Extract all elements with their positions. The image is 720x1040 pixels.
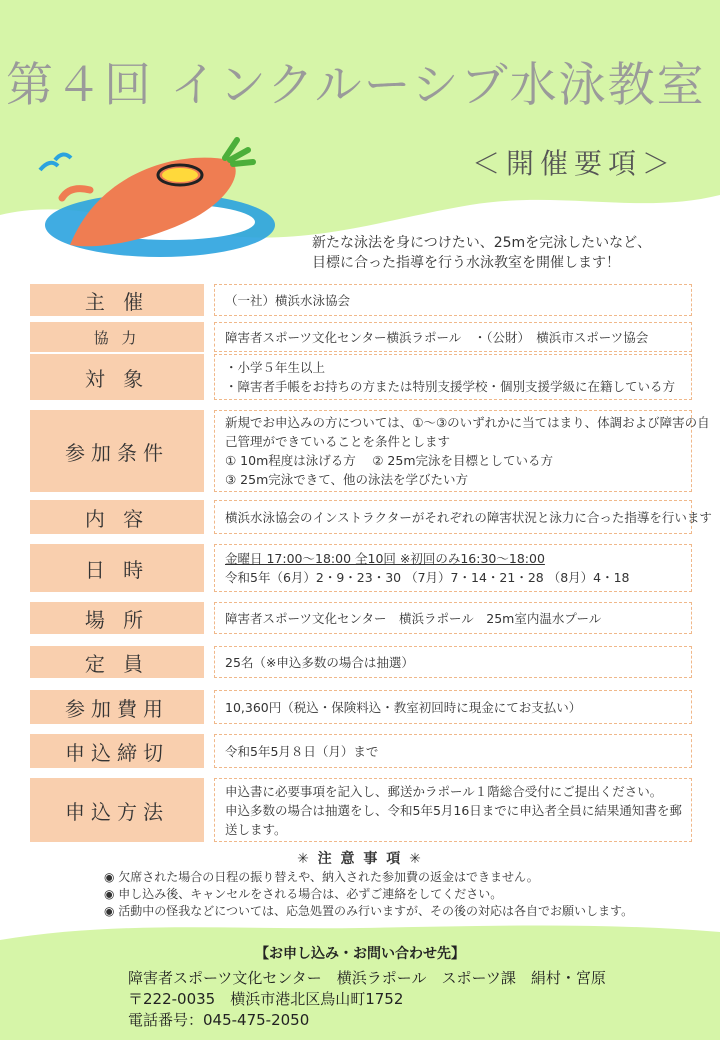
row-content	[30, 500, 712, 534]
row-label: 申込方法	[30, 778, 204, 842]
value-line: 令和5年5月８日（月）まで	[225, 743, 379, 759]
row-deadline	[30, 734, 692, 768]
row-value	[214, 734, 692, 768]
notice-item: ◉ 活動中の怪我などについては、応急処置のみ行いますが、その後の対応は各自でお願いします。	[104, 904, 634, 918]
row-label: 場 所	[30, 602, 204, 634]
contact-line: 障害者スポーツ文化センター 横浜ラポール スポーツ課 絹村・宮原	[128, 969, 606, 987]
notice-list	[104, 869, 633, 920]
value-line: 10,360円（税込・保険料込・教室初回時に現金にてお支払い）	[225, 699, 582, 715]
row-label: 参加条件	[30, 410, 204, 492]
row-value	[214, 322, 692, 352]
row-label: 定 員	[30, 646, 204, 678]
page-title: 第４回 インクルーシブ水泳教室	[6, 58, 706, 113]
value-line: ③ 25m完泳できて、他の泳法を学びたい方	[225, 472, 469, 487]
value-line: 新規でお申込みの方については、①～③のいずれかに当てはまり、体調および障害の自	[225, 415, 710, 430]
row-label: 申込締切	[30, 734, 204, 768]
value-line: ① 10m程度は泳げる方 ② 25m完泳を目標としている方	[225, 453, 553, 468]
row-label: 参加費用	[30, 690, 204, 724]
value-line: 障害者スポーツ文化センター 横浜ラポール 25m室内温水プール	[225, 610, 602, 626]
contact-heading: 【お申し込み・お問い合わせ先】	[255, 946, 465, 962]
row-value	[214, 690, 692, 724]
page-subtitle: ＜開催要項＞	[472, 147, 677, 180]
value-line: ・障害者手帳をお持ちの方または特別支援学校・個別支援学級に在籍している方	[225, 379, 676, 394]
intro-line: 新たな泳法を身につけたい、25mを完泳したいなど、	[312, 235, 652, 251]
row-target	[30, 354, 692, 400]
intro-text	[312, 233, 651, 273]
notice-item: ◉ 欠席された場合の日程の振り替えや、納入された参加費の返金はできません。	[104, 870, 539, 884]
notice-title: ✳ 注 意 事 項 ✳	[297, 851, 423, 867]
row-capacity	[30, 646, 692, 678]
value-line: 障害者スポーツ文化センター横浜ラポール ・（公財） 横浜市スポーツ協会	[225, 329, 649, 345]
row-label: 主 催	[30, 284, 204, 316]
contact-line: 〒222-0035 横浜市港北区鳥山町1752	[128, 990, 404, 1008]
row-value	[214, 500, 712, 534]
value-line: （一社）横浜水泳協会	[225, 292, 351, 308]
carrot-swimmer-illustration	[30, 130, 280, 270]
row-value	[214, 354, 692, 400]
row-value	[214, 778, 692, 842]
row-application	[30, 778, 692, 842]
row-label: 協 力	[30, 322, 204, 352]
value-line: 金曜日 17:00～18:00 全10回 ※初回のみ16:30～18:00	[225, 551, 545, 566]
row-datetime	[30, 544, 692, 592]
row-label: 対 象	[30, 354, 204, 400]
row-value	[214, 284, 692, 316]
contact-info	[128, 968, 606, 1031]
value-line: 令和5年（6月）2・9・23・30 （7月）7・14・21・28 （8月）4・18	[225, 570, 630, 585]
value-line: 申込書に必要事項を記入し、郵送かラポール１階総合受付にご提出ください。	[225, 783, 663, 799]
row-value	[214, 602, 692, 634]
row-conditions	[30, 410, 710, 492]
row-value	[214, 646, 692, 678]
value-line: 25名（※申込多数の場合は抽選）	[225, 654, 414, 670]
row-organizer	[30, 284, 692, 316]
value-line: 申込多数の場合は抽選をし、令和5年5月16日までに申込者全員に結果通知書を郵	[225, 802, 682, 818]
row-value	[214, 544, 692, 592]
row-value	[214, 410, 710, 492]
value-line: 己管理ができていることを条件とします	[225, 434, 451, 449]
value-line: 横浜水泳協会のインストラクターがそれぞれの障害状況と泳力に合った指導を行います	[225, 509, 712, 525]
row-label: 内 容	[30, 500, 204, 534]
row-label: 日 時	[30, 544, 204, 592]
intro-line: 目標に合った指導を行う水泳教室を開催します！	[312, 255, 620, 271]
notice-item: ◉ 申し込み後、キャンセルをされる場合は、必ずご連絡をしてください。	[104, 887, 503, 901]
value-line: 送します。	[225, 821, 287, 837]
row-venue	[30, 602, 692, 634]
row-cooperation	[30, 322, 692, 352]
value-line: ・小学５年生以上	[225, 360, 326, 375]
row-fee	[30, 690, 692, 724]
contact-line: 電話番号：045-475-2050	[128, 1011, 310, 1029]
